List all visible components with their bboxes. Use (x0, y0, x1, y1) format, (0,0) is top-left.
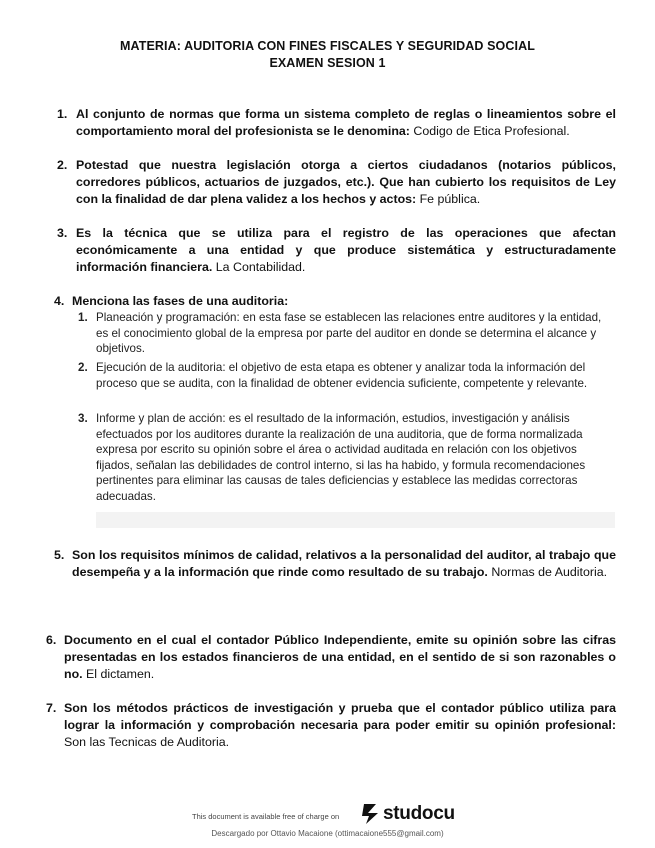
question-number: 1. (57, 107, 68, 121)
question-4 (54, 293, 612, 310)
question-prompt: Al conjunto de normas que forma un sistema completo de reglas o lineamientos sobre el comportamiento moral del profesionista se le denomina: (76, 107, 616, 138)
question-number: 5. (54, 548, 65, 562)
studocu-logo-icon[interactable] (360, 802, 382, 826)
document-subtitle: EXAMEN SESION 1 (269, 56, 386, 70)
availability-note: This document is available free of charge on (192, 812, 340, 821)
question-prompt: Es la técnica que se utiliza para el registro de las operaciones que afectan económicamente a una entidad y que produce sistemática y estructuradamente información financiera. (76, 226, 616, 274)
question-6 (46, 632, 616, 683)
shaded-band (96, 512, 615, 528)
question-3 (57, 225, 616, 276)
question-prompt: Potestad que nuestra legislación otorga a ciertos ciudadanos (notarios públicos, corredores públicos, actuarios de juzgados, etc.). Que han cubierto los requisitos de Ley con la finalidad de dar plena validez a los hechos y actos: (76, 158, 616, 206)
question-answer: Fe pública. (419, 192, 481, 206)
phase-text: Planeación y programación: en esta fase se establecen las relaciones entre auditores y la entidad, es el conocimiento global de la empresa por parte del auditor en donde se determina el alcance y objetivos. (96, 311, 602, 355)
question-answer: El dictamen. (86, 667, 155, 681)
phase-text: Informe y plan de acción: es el resultado de la información, estudios, investigación y análisis efectuados por los auditores durante la realización de una auditoria, que de forma normalizada expresa por escrito su opinión sobre el área o actividad auditada en relación con los objetivos fijados, señalan las debilidades de control interno, si las ha habido, y formula recomendaciones pertinentes para eliminar las causas de tales deficiencias y establece las medidas correctoras adecuadas. (96, 412, 586, 503)
document-title: MATERIA: AUDITORIA CON FINES FISCALES Y SEGURIDAD SOCIAL (120, 39, 535, 53)
phase-number: 3. (78, 412, 88, 425)
question-prompt: Menciona las fases de una auditoria: (72, 294, 289, 308)
question-2 (57, 157, 616, 208)
question-7 (46, 700, 616, 751)
studocu-brand[interactable]: studocu (383, 803, 455, 824)
phase-3 (78, 411, 616, 504)
phase-1 (78, 310, 616, 357)
question-answer: Son las Tecnicas de Auditoria. (64, 735, 230, 749)
question-number: 2. (57, 158, 68, 172)
question-prompt: Son los métodos prácticos de investigación y prueba que el contador público utiliza para lograr la información y comprobación necesaria para poder emitir su opinión profesional: (64, 701, 616, 732)
question-prompt: Documento en el cual el contador Público Independiente, emite su opinión sobre las cifras presentadas en los estados financieros de una entidad, en el sentido de si son razonables o no. (64, 633, 616, 681)
phase-number: 1. (78, 311, 88, 324)
question-number: 6. (46, 633, 57, 647)
question-number: 7. (46, 701, 57, 715)
question-number: 4. (54, 294, 65, 308)
question-1 (57, 106, 616, 140)
question-prompt: Son los requisitos mínimos de calidad, relativos a la personalidad del auditor, al trabajo que desempeña y a la información que rinde como resultado de su trabajo. (72, 548, 616, 579)
question-5 (54, 547, 616, 581)
question-answer: Codigo de Etica Profesional. (413, 124, 570, 138)
phase-text: Ejecución de la auditoria: el objetivo de esta etapa es obtener y analizar toda la información del proceso que se audita, con la finalidad de obtener evidencia suficiente, competente y relevante. (96, 361, 588, 390)
downloaded-by-note: Descargado por Ottavio Macaione (ottimacaione555@gmail.com) (211, 829, 444, 838)
phase-number: 2. (78, 361, 88, 374)
question-number: 3. (57, 226, 68, 240)
phase-2 (78, 360, 616, 391)
question-answer: Normas de Auditoria. (491, 565, 608, 579)
question-answer: La Contabilidad. (215, 260, 306, 274)
